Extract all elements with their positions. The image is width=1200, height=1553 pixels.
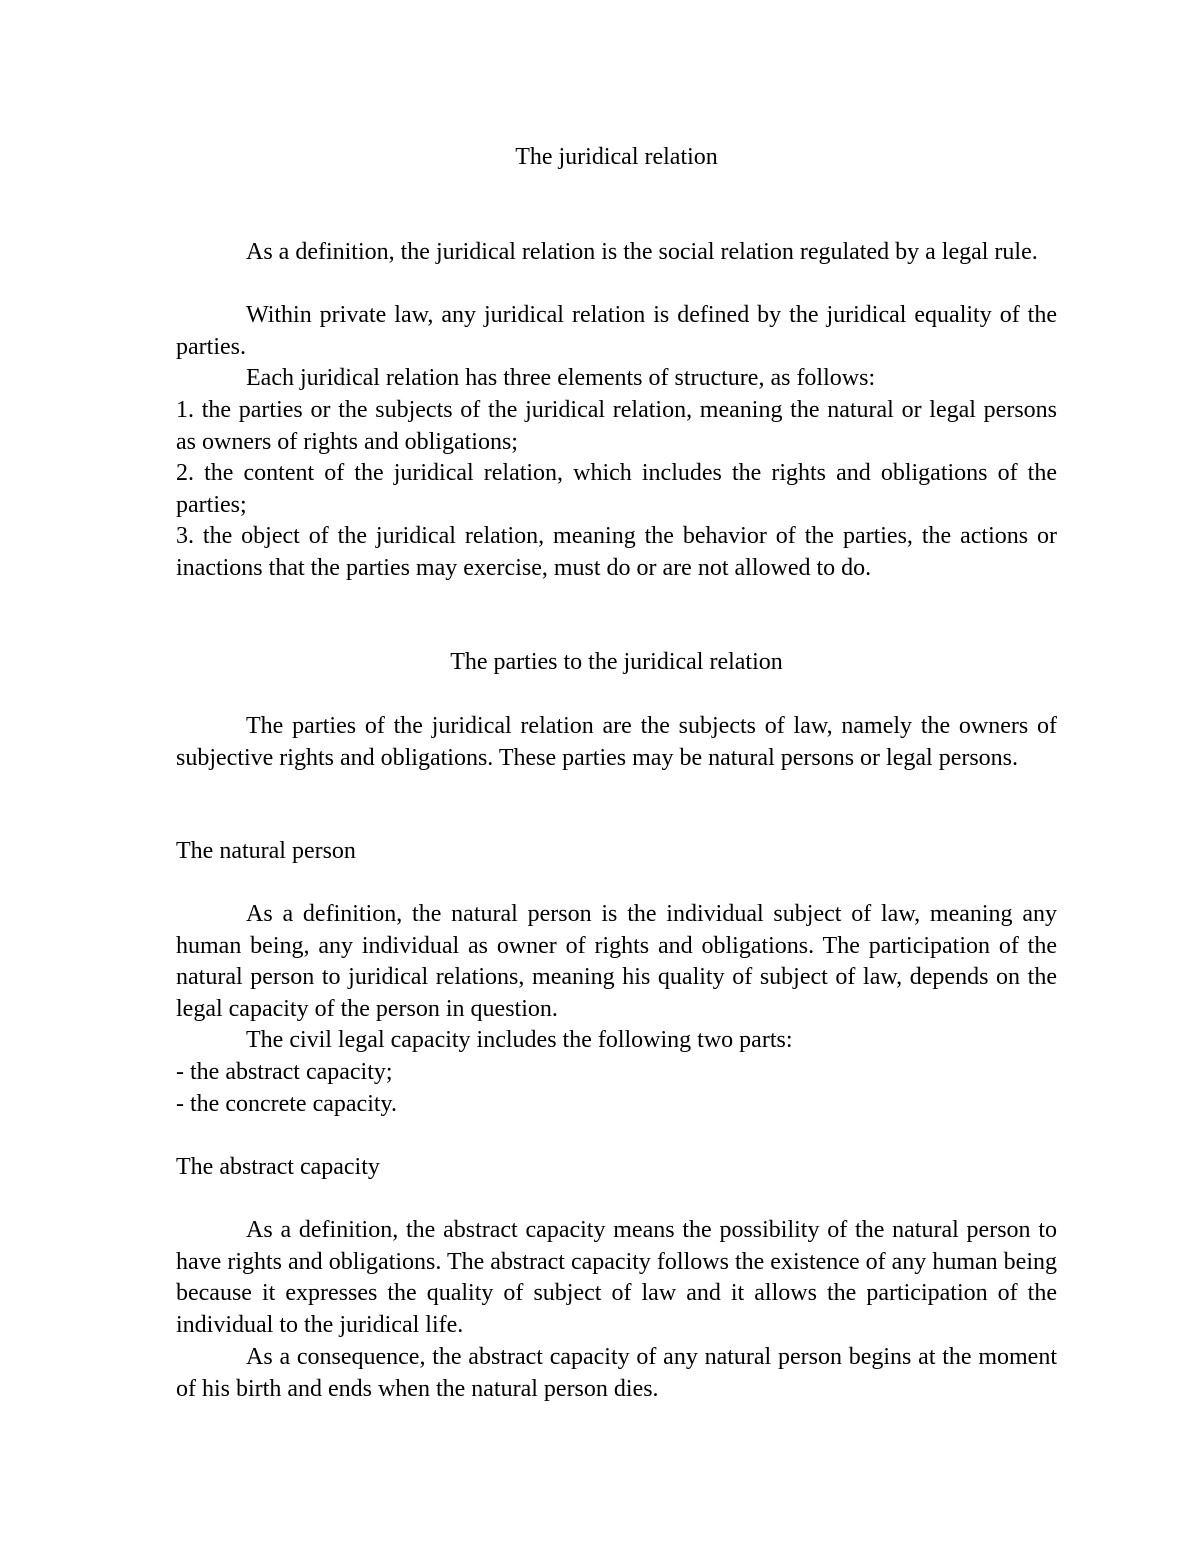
parties-heading: The parties to the juridical relation: [450, 649, 783, 675]
parties-paragraph: The parties of the juridical relation are the subjects of law, namely the owners of subjective rights and obligations. These parties may be natural persons or legal persons.: [176, 713, 1057, 771]
structure-element-2: 2. the content of the juridical relation, which includes the rights and obligations of the parties;: [176, 460, 1057, 518]
abstract-capacity-paragraph-2: As a consequence, the abstract capacity of any natural person begins at the moment of his birth and ends when the natural person dies.: [176, 1344, 1057, 1402]
abstract-capacity-heading: The abstract capacity: [176, 1154, 380, 1180]
document-title: The juridical relation: [515, 144, 718, 170]
structure-element-3: 3. the object of the juridical relation, meaning the behavior of the parties, the actions or inactions that the parties may exercise, must do or are not allowed to do.: [176, 523, 1057, 581]
capacity-part-abstract: - the abstract capacity;: [176, 1059, 393, 1085]
intro-paragraph-1: As a definition, the juridical relation is the social relation regulated by a legal rule.: [246, 239, 1038, 265]
structure-element-1: 1. the parties or the subjects of the juridical relation, meaning the natural or legal persons as owners of rights and obligations;: [176, 397, 1057, 455]
intro-paragraph-3: Each juridical relation has three elements of structure, as follows:: [246, 365, 876, 391]
natural-person-heading: The natural person: [176, 838, 356, 864]
abstract-capacity-paragraph-1: As a definition, the abstract capacity means the possibility of the natural person to have rights and obligations. The abstract capacity follows the existence of any human being because it expresses the quality of subject of law and it allows the participation of the individual to the juridical life.: [176, 1217, 1057, 1338]
natural-person-paragraph: As a definition, the natural person is the individual subject of law, meaning any human being, any individual as owner of rights and obligations. The participation of the natural person to juridical relations, meaning his quality of subject of law, depends on the legal capacity of the person in question.: [176, 901, 1057, 1022]
intro-paragraph-2: Within private law, any juridical relation is defined by the juridical equality of the parties.: [176, 302, 1057, 360]
capacity-part-concrete: - the concrete capacity.: [176, 1091, 397, 1117]
capacity-intro: The civil legal capacity includes the following two parts:: [246, 1027, 793, 1053]
